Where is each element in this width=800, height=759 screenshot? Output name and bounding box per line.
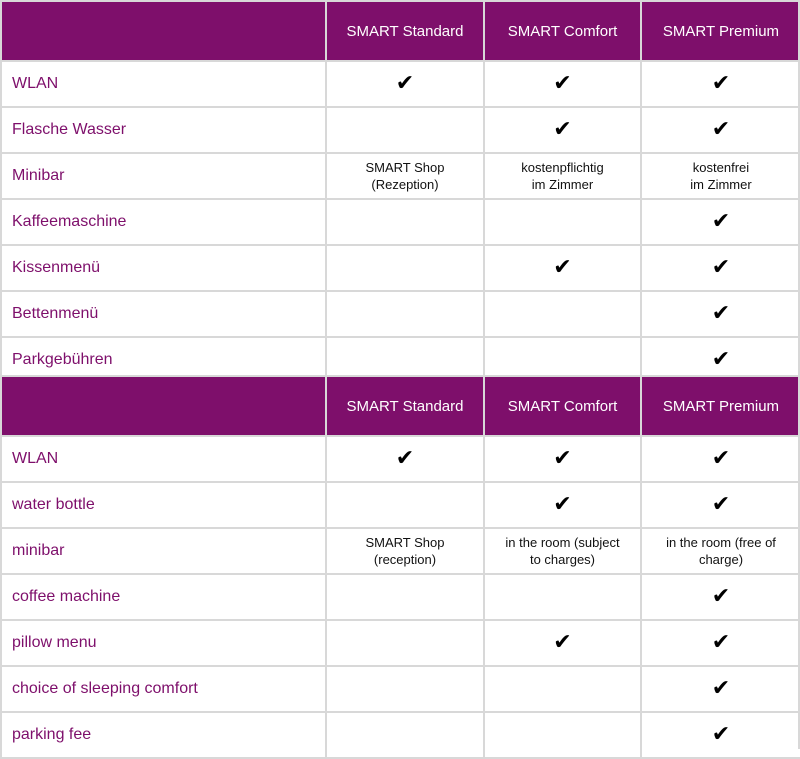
- table-row: [1, 712, 800, 758]
- table-row: [1, 245, 800, 291]
- column-header-comfort: SMART Comfort: [484, 1, 641, 61]
- cell-comfort: [484, 436, 641, 482]
- row-label: WLAN: [1, 436, 326, 482]
- cell-comfort: [484, 712, 641, 758]
- column-header-standard: SMART Standard: [326, 376, 484, 436]
- row-label: Minibar: [1, 153, 326, 199]
- cell-comfort: [484, 666, 641, 712]
- checkmark-icon: ✔: [711, 301, 731, 326]
- row-label: Kissenmenü: [1, 245, 326, 291]
- table-row: [1, 153, 800, 199]
- checkmark-icon: ✔: [553, 117, 572, 142]
- checkmark-icon: ✔: [711, 209, 731, 234]
- cell-comfort: [484, 61, 641, 107]
- checkmark-icon: ✔: [395, 71, 415, 96]
- checkmark-icon: ✔: [553, 71, 572, 96]
- row-label: coffee machine: [1, 574, 326, 620]
- cell-premium: [641, 436, 800, 482]
- cell-standard: [326, 436, 484, 482]
- cell-premium: [641, 482, 800, 528]
- table-row: [1, 436, 800, 482]
- checkmark-icon: ✔: [711, 722, 731, 747]
- table-row: [1, 482, 800, 528]
- comparison-table-english: [0, 375, 800, 759]
- cell-premium: [641, 620, 800, 666]
- cell-standard: [326, 291, 484, 337]
- cell-comfort: [484, 574, 641, 620]
- checkmark-icon: ✔: [711, 446, 731, 471]
- table-row: [1, 574, 800, 620]
- cell-premium: [641, 245, 800, 291]
- cell-premium: [641, 61, 800, 107]
- checkmark-icon: ✔: [711, 584, 731, 609]
- checkmark-icon: ✔: [711, 117, 731, 142]
- cell-comfort: [484, 245, 641, 291]
- table-row: [1, 199, 800, 245]
- cell-comfort: [484, 199, 641, 245]
- cell-comfort: [484, 153, 641, 199]
- column-header-comfort: SMART Comfort: [484, 376, 641, 436]
- cell-premium: [641, 528, 800, 574]
- row-label: Kaffeemaschine: [1, 199, 326, 245]
- row-label: minibar: [1, 528, 326, 574]
- checkmark-icon: ✔: [553, 255, 572, 280]
- cell-text: kostenfrei im Zimmer: [690, 160, 752, 192]
- header-row: [1, 1, 800, 61]
- cell-comfort: [484, 291, 641, 337]
- checkmark-icon: ✔: [711, 71, 731, 96]
- cell-premium: [641, 291, 800, 337]
- checkmark-icon: ✔: [711, 676, 731, 701]
- cell-text: SMART Shop (reception): [365, 535, 445, 567]
- row-label: Bettenmenü: [1, 291, 326, 337]
- cell-standard: [326, 107, 484, 153]
- column-header-standard: SMART Standard: [326, 1, 484, 61]
- table-row: [1, 107, 800, 153]
- cell-premium: [641, 666, 800, 712]
- header-blank-cell: [1, 376, 326, 436]
- checkmark-icon: ✔: [395, 446, 415, 471]
- row-label: parking fee: [1, 712, 326, 758]
- table-row: [1, 620, 800, 666]
- row-label: pillow menu: [1, 620, 326, 666]
- cell-comfort: [484, 107, 641, 153]
- cell-premium: [641, 107, 800, 153]
- cell-standard: [326, 712, 484, 758]
- column-header-premium: SMART Premium: [641, 1, 800, 61]
- column-header-premium: SMART Premium: [641, 376, 800, 436]
- table-row: [1, 291, 800, 337]
- cell-text: in the room (free of charge): [666, 535, 776, 567]
- table-row: [1, 528, 800, 574]
- table-row: [1, 666, 800, 712]
- checkmark-icon: ✔: [711, 255, 731, 280]
- cell-text: SMART Shop (Rezeption): [365, 160, 445, 192]
- row-label: water bottle: [1, 482, 326, 528]
- checkmark-icon: ✔: [553, 492, 572, 517]
- header-blank-cell: [1, 1, 326, 61]
- row-label: choice of sleeping comfort: [1, 666, 326, 712]
- checkmark-icon: ✔: [711, 630, 731, 655]
- table-row: [1, 61, 800, 107]
- cell-standard: [326, 482, 484, 528]
- checkmark-icon: ✔: [553, 446, 572, 471]
- cell-text: kostenpflichtig im Zimmer: [521, 160, 604, 192]
- cell-standard: [326, 574, 484, 620]
- cell-standard: [326, 245, 484, 291]
- cell-premium: [641, 153, 800, 199]
- cell-premium: [641, 199, 800, 245]
- row-label: WLAN: [1, 61, 326, 107]
- cell-comfort: [484, 482, 641, 528]
- cell-text: in the room (subject to charges): [505, 535, 620, 567]
- cell-standard: [326, 61, 484, 107]
- cell-premium: [641, 574, 800, 620]
- cell-comfort: [484, 620, 641, 666]
- row-label: Flasche Wasser: [1, 107, 326, 153]
- cell-standard: [326, 620, 484, 666]
- cell-comfort: [484, 528, 641, 574]
- checkmark-icon: ✔: [553, 630, 572, 655]
- checkmark-icon: ✔: [711, 492, 731, 517]
- row-label: Parkgebühren: [1, 337, 326, 383]
- cell-standard: [326, 199, 484, 245]
- cell-standard: [326, 666, 484, 712]
- checkmark-icon: ✔: [711, 347, 731, 372]
- cell-standard: [326, 528, 484, 574]
- cell-premium: [641, 712, 800, 758]
- cell-standard: [326, 153, 484, 199]
- header-row: [1, 376, 800, 436]
